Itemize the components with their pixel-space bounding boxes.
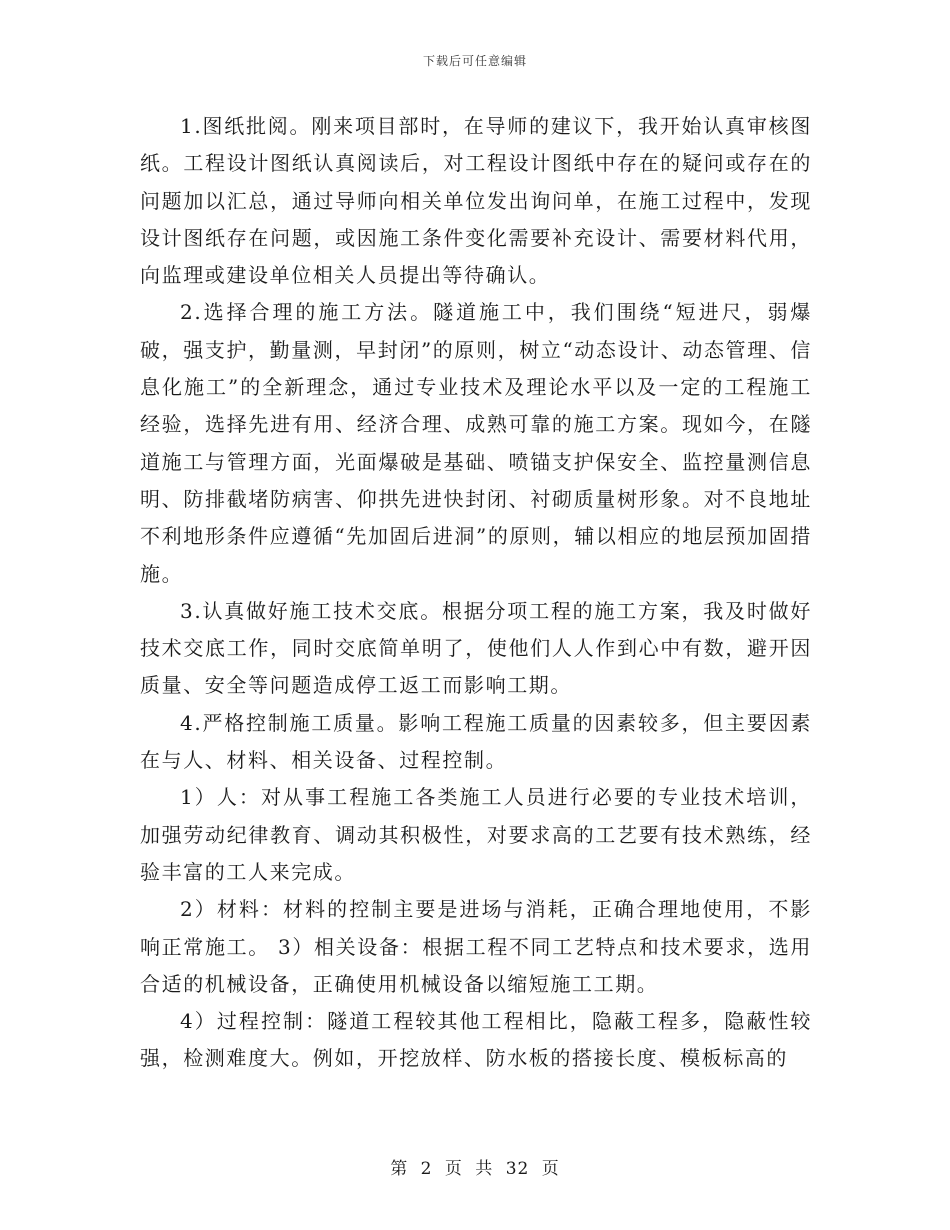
page-number: 第 2 页 共 32 页 <box>390 1159 560 1179</box>
paragraph-drawing-review: 1.图纸批阅。刚来项目部时，在导师的建议下，我开始认真审核图纸。工程设计图纸认真阅读后，对工程设计图纸中存在的疑问或存在的问题加以汇总，通过导师向相关单位发出询问单，在施工过程中，发现设计图纸存在问题，或因施工条件变化需要补充设计、需要材料代用，向监理或建设单位相关人员提出等待确认。 <box>140 114 812 288</box>
paragraph-quality-control: 4.严格控制施工质量。影响工程施工质量的因素较多，但主要因素在与人、材料、相关设备、过程控制。 <box>140 710 812 773</box>
paragraph-process-control: 4）过程控制：隧道工程较其他工程相比，隐蔽工程多，隐蔽性较强，检测难度大。例如，开挖放样、防水板的搭接长度、模板标高的 <box>140 1009 812 1071</box>
paragraph-materials-equipment: 2）材料：材料的控制主要是进场与消耗，正确合理地使用，不影响正常施工。 3）相关设备：根据工程不同工艺特点和技术要求，选用合适的机械设备，正确使用机械设备以缩短施工工期。 <box>140 897 812 996</box>
paragraph-technical-briefing: 3.认真做好施工技术交底。根据分项工程的施工方案，我及时做好技术交底工作，同时交底简单明了，使他们人人作到心中有数，避开因质量、安全等问题造成停工返工而影响工期。 <box>140 598 812 698</box>
paragraph-construction-method: 2.选择合理的施工方法。隧道施工中，我们围绕“短进尺，弱爆破，强支护，勤量测，早封闭”的原则，树立“动态设计、动态管理、信息化施工”的全新理念，通过专业技术及理论水平以及一定的工程施工经验，选择先进有用、经济合理、成熟可靠的施工方案。现如今，在隧道施工与管理方面，光面爆破是基础、喷锚支护保安全、监控量测信息明、防排截堵防病害、仰拱先进快封闭、衬砌质量树形象。对不良地址不利地形条件应遵循“先加固后进洞”的原则，辅以相应的地层预加固措施。 <box>140 300 812 586</box>
paragraph-personnel: 1）人：对从事工程施工各类施工人员进行必要的专业技术培训，加强劳动纪律教育、调动其积极性，对要求高的工艺要有技术熟练，经验丰富的工人来完成。 <box>140 785 812 884</box>
page-header-note: 下载后可任意编辑 <box>422 54 527 68</box>
document-body <box>140 108 812 1078</box>
